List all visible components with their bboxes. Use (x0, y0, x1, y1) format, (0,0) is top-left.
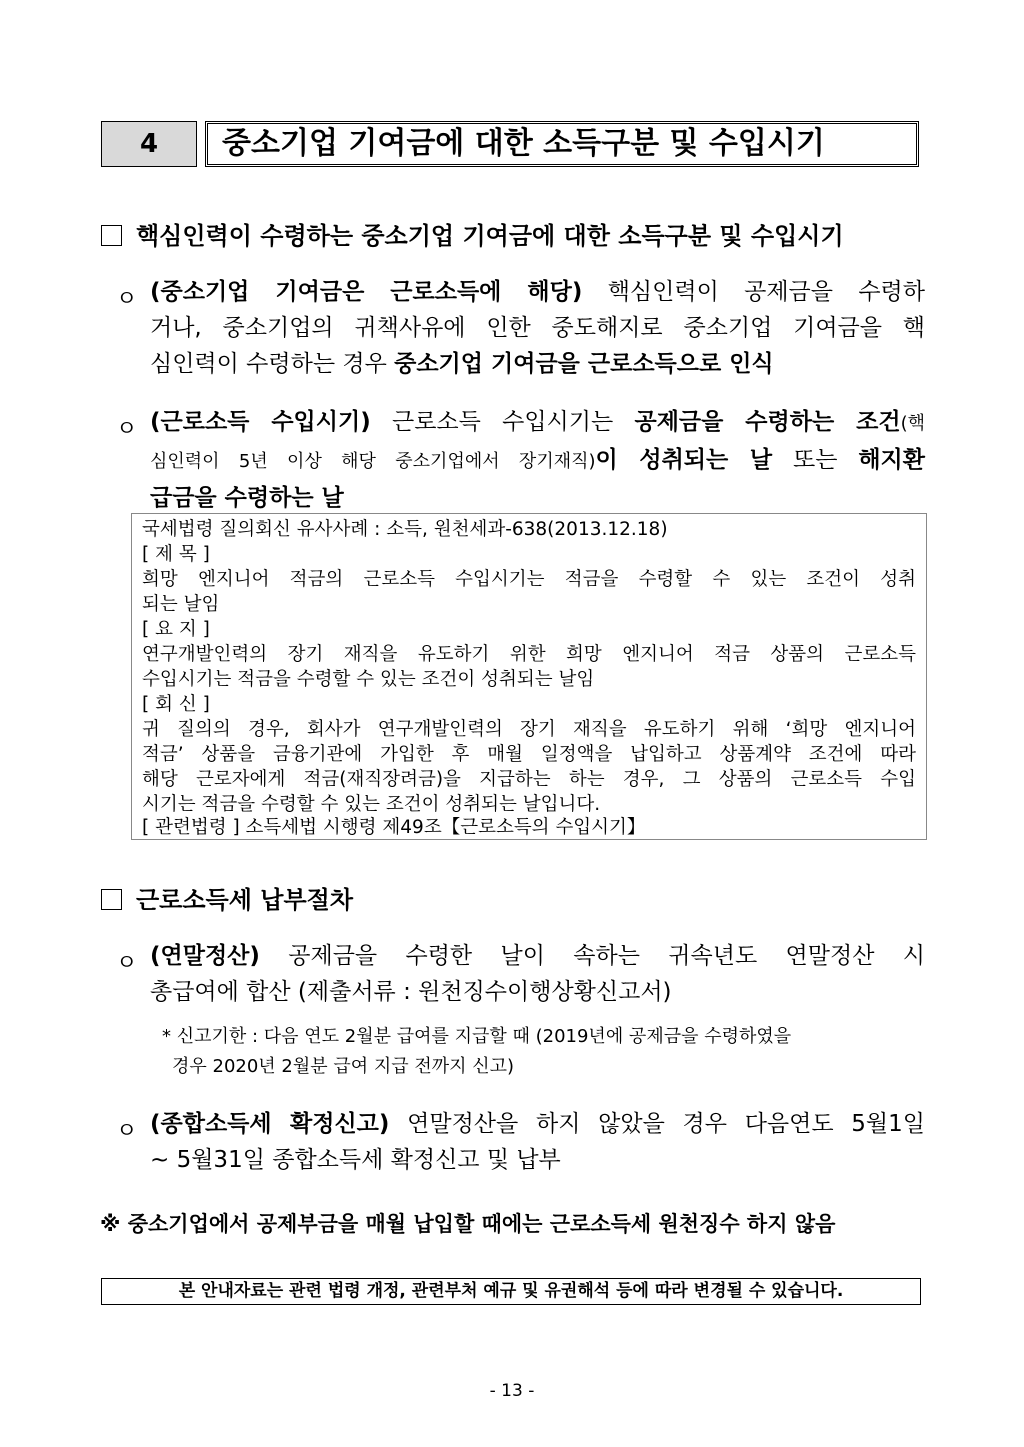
text-run: 공제금을 수령한 날이 속하는 귀속년도 연말정산 시 (259, 943, 925, 969)
checkbox-square-icon (101, 889, 122, 910)
case-reply-line: 적금’ 상품을 금융기관에 가입한 후 매월 일정액을 납입하고 상품계약 조건에 따라 (142, 744, 916, 765)
paragraph-line: ~ 5월31일 종합소득세 확정신고 및 납부 (150, 1147, 561, 1173)
case-reply-line: 시기는 적금을 수령할 수 있는 조건이 성취되는 날입니다. (142, 794, 601, 815)
bullet-marker: ㅇ (116, 951, 138, 976)
note-line: * 신고기한 : 다음 연도 2월분 급여를 지급할 때 (2019년에 공제금을 수령하였을 (162, 1026, 792, 1047)
bullet-marker: ㅇ (116, 1119, 138, 1144)
paragraph-contribution-is-earned-income (150, 274, 925, 382)
withholding-warning: ※ 중소기업에서 공제부금을 매월 납입할 때에는 근로소득세 원천징수 하지 않음 (100, 1212, 836, 1236)
paragraph-line: 거나, 중소기업의 귀책사유에 인한 중도해지로 중소기업 기여금을 핵 (150, 315, 925, 341)
case-reply-line: 해당 근로자에게 적금(재직장려금)을 지급하는 하는 경우, 그 상품의 근로소득 수입 (142, 769, 916, 790)
bullet-marker: ㅇ (116, 417, 138, 442)
paragraph-line (150, 404, 925, 442)
paragraph-line (150, 938, 925, 974)
heading-text: 핵심인력이 수령하는 중소기업 기여금에 대한 소득구분 및 수입시기 (136, 222, 844, 250)
case-subject-line: 되는 날임 (142, 594, 220, 615)
similar-case-box (131, 513, 927, 840)
case-summary-line: 연구개발인력의 장기 재직을 유도하기 위한 희망 엔지니어 적금 상품의 근로소득 (142, 644, 916, 665)
case-related-law: [ 관련법령 ] 소득세법 시행령 제49조【근로소득의 수입시기】 (142, 817, 646, 838)
bold-lead: (연말정산) (150, 943, 260, 969)
bold-text: 이 성취되는 날 (595, 447, 773, 473)
section-number: 4 (101, 121, 197, 167)
bold-lead: (중소기업 기여금은 근로소득에 해당) (150, 279, 583, 305)
paragraph-line (150, 274, 925, 310)
case-label-subject: [ 제 목 ] (142, 544, 210, 565)
case-reply-line: 귀 질의의 경우, 회사가 연구개발인력의 장기 재직을 유도하기 위해 ‘희망 엔지니어 (142, 719, 916, 740)
case-title: 국세법령 질의회신 유사사례 : 소득, 원천세과-638(2013.12.18) (142, 519, 668, 540)
disclaimer-box: 본 안내자료는 관련 법령 개정, 관련부처 예규 및 유권해석 등에 따라 변경될 수 있습니다. (101, 1278, 921, 1305)
bold-text: 급금을 수령하는 날 (150, 485, 344, 511)
bold-text: 중소기업 기여금을 근로소득으로 인식 (394, 351, 774, 377)
paragraph-line (150, 1106, 925, 1142)
paragraph-income-timing (150, 404, 925, 516)
checkbox-square-icon (101, 225, 122, 246)
bullet-marker: ㅇ (116, 287, 138, 312)
note-line: 경우 2020년 2월분 급여 지급 전까지 신고) (172, 1056, 515, 1077)
text-run: 핵심인력이 공제금을 수령하 (582, 279, 925, 305)
text-run: 또는 (772, 447, 859, 473)
bold-lead: (종합소득세 확정신고) (150, 1111, 390, 1137)
case-label-summary: [ 요 지 ] (142, 619, 210, 640)
paragraph-line: 총급여에 합산 (제출서류 : 원천징수이행상황신고서) (150, 979, 672, 1005)
page-number: - 13 - (489, 1381, 535, 1401)
case-label-reply: [ 회 신 ] (142, 694, 210, 715)
bold-lead: (근로소득 수입시기) (150, 409, 371, 435)
text-run: 근로소득 수입시기는 (370, 409, 635, 435)
case-summary-line: 수입시기는 적금을 수령할 수 있는 조건이 성취되는 날임 (142, 669, 595, 690)
text-run: 심인력이 수령하는 경우 (150, 351, 395, 377)
heading-text: 근로소득세 납부절차 (136, 886, 354, 914)
filing-deadline-note (162, 1022, 926, 1082)
section-title: 중소기업 기여금에 대한 소득구분 및 수입시기 (205, 121, 919, 167)
text-run: 연말정산을 하지 않았을 경우 다음연도 5월1일 (389, 1111, 925, 1137)
paragraph-year-end-settlement (150, 938, 925, 1010)
case-subject-line: 희망 엔지니어 적금의 근로소득 수입시기는 적금을 수령할 수 있는 조건이 성취 (142, 569, 916, 590)
paragraph-line (150, 346, 925, 382)
paragraph-line (150, 442, 925, 480)
small-text: (핵 (900, 413, 925, 434)
bold-text: 해지환 (858, 447, 925, 473)
bold-text: 공제금을 수령하는 조건 (634, 409, 901, 435)
heading-income-classification (101, 216, 844, 251)
heading-payment-procedure (101, 880, 353, 915)
small-text: 심인력이 5년 이상 해당 중소기업에서 장기재직) (150, 451, 596, 472)
section-header (101, 121, 919, 169)
paragraph-line (150, 480, 925, 516)
paragraph-comprehensive-income-tax (150, 1106, 925, 1178)
